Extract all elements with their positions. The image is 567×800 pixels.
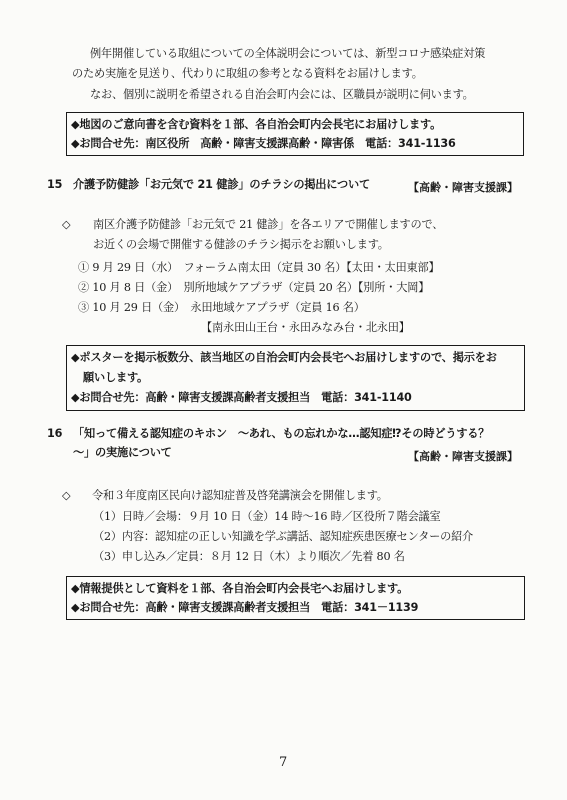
notice-box-2-line-2: 願いします。 (83, 371, 149, 384)
intro-line-3: なお、個別に説明を希望される自治会町内会には、区職員が説明に伺います。 (90, 88, 474, 101)
intro-line-2: のため実施を見送り、代わりに取組の参考となる資料をお届けします。 (72, 67, 423, 80)
section-16-diamond: ◇ (62, 489, 71, 502)
section-16-item-3: （3）申し込み／定員：８月 12 日（木）より順次／先着 80 名 (93, 550, 405, 563)
section-15-number: 15 (47, 178, 63, 191)
section-16-title-line-2: ～」の実施について (73, 446, 172, 459)
section-15-item-3: ③ 10 月 29 日（金） 永田地域ケアプラザ（定員 16 名） (78, 301, 365, 314)
section-16-item-2: （2）内容：認知症の正しい知識を学ぶ講話、認知症疾患医療センターの紹介 (93, 530, 474, 543)
page-number: 7 (279, 755, 288, 770)
section-15-desc-2: お近くの会場で開催する健診のチラシ掲示をお願いします。 (93, 238, 389, 251)
notice-box-2 (66, 345, 525, 411)
section-16-desc: 令和３年度南区民向け認知症普及啓発講演会を開催します。 (92, 489, 388, 502)
section-15-item-1: ① 9 月 29 日（水） フォーラム南太田（定員 30 名）【太田・太田東部】 (78, 261, 440, 274)
section-15-desc-1: 南区介護予防健診「お元気で 21 健診」を各エリアで開催しますので、 (93, 218, 444, 231)
section-15-diamond: ◇ (62, 218, 71, 231)
section-16-title-line-1: 「知って備える認知症のキホン ～あれ、もの忘れかな…認知症⁉その時どうする？ (73, 427, 490, 440)
section-15-department: 【高齢・障害支援課】 (408, 181, 518, 194)
intro-line-1: 例年開催している取組についての全体説明会については、新型コロナ感染症対策 (90, 47, 486, 60)
section-15-item-2: ② 10 月 8 日（金） 別所地域ケアプラザ（定員 20 名）【別所・大岡】 (78, 281, 430, 294)
notice-box-3-line-1: ◆情報提供として資料を１部、各自治会町内会長宅へお届けします。 (71, 582, 409, 595)
section-16-item-1: （1）日時／会場：９月 10 日（金）14 時～16 時／区役所７階会議室 (93, 510, 441, 523)
notice-box-2-line-1: ◆ポスターを掲示板数分、該当地区の自治会町内会長宅へお届けしますので、掲示をお (71, 351, 497, 364)
notice-box-1-line-1: ◆地図のご意向書を含む資料を１部、各自治会町内会長宅にお届けします。 (71, 118, 442, 131)
notice-box-1-line-2: ◆お問合せ先：南区役所 高齢・障害支援課高齢・障害係 電話：341-1136 (71, 137, 456, 150)
section-16-department: 【高齢・障害支援課】 (408, 450, 518, 463)
section-15-item-3-areas: 【南永田山王台・永田みなみ台・北永田】 (201, 321, 410, 334)
section-15-title: 介護予防健診「お元気で 21 健診」のチラシの掲出について (73, 178, 371, 191)
notice-box-2-line-3: ◆お問合せ先：高齢・障害支援課高齢者支援担当 電話：341-1140 (71, 391, 412, 404)
section-16-number: 16 (47, 427, 63, 440)
notice-box-1 (66, 112, 524, 156)
notice-box-3-line-2: ◆お問合せ先：高齢・障害支援課高齢者支援担当 電話：341－1139 (71, 601, 419, 614)
notice-box-3 (66, 576, 525, 620)
